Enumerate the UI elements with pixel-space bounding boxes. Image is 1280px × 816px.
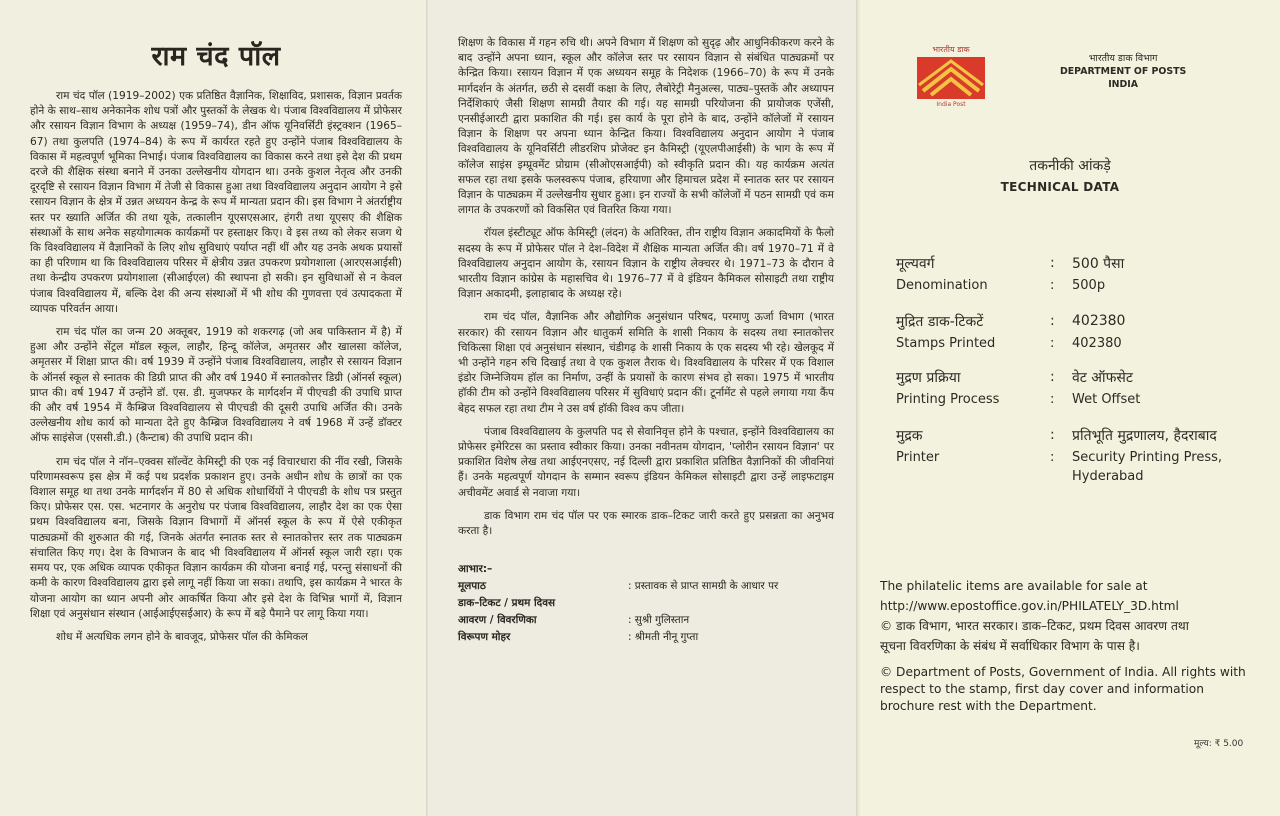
dept-hindi: भारतीय डाक विभाग <box>1088 53 1158 64</box>
copyright-hindi: © डाक विभाग, भारत सरकार। डाक–टिकट, प्रथम दिवस आवरण तथा <box>880 619 1189 633</box>
bio-paragraph-2: राम चंद पॉल का जन्म 20 अक्तूबर, 1919 को शकरगढ़ (जो अब पाकिस्तान में है) में हुआ और उन्होंने सेंट्रल मॉडल स्कूल, लाहौर, हिन्दू कॉलेज, अमृतसर और खालसा कॉलेज, अमृतसर में शिक्षा प्राप्त की। वर्ष 1939 में उन्होंने पंजाब विश्वविद्यालय, लाहौर से रसायन विज्ञान के ऑनर्स स्कूल से स्नातक की डिग्री प्राप्त की और वर्ष 1940 में स्नातकोत्तर डिग्री (ऑनर्स स्कूल) प्राप्त की। वर्ष 1947 में उन्होंने डॉ. एस. डी. मुजफ्फर के मार्गदर्शन में पीएचडी की उपाधि प्राप्त की और वर्ष 1954 में कैम्ब्रिज विश्वविद्यालय से पीएचडी की दूसरी उपाधि अर्जित की। उनके उल्लेखनीय शोध कार्य को मान्यता देते हुए कैम्ब्रिज विश्वविद्यालय ने वर्ष 1968 में उन्हें डॉक्टर ऑफ साइंसेज (एससी.डी.) (कैन्टाब) की उपाधि प्रदान की। <box>30 326 402 445</box>
credit-label: डाक–टिकट / प्रथम दिवस <box>458 597 555 610</box>
bio-paragraph-9: डाक विभाग राम चंद पॉल पर एक स्मारक डाक–टिकट जारी करते हुए प्रसन्नता का अनुभव करता है। <box>458 509 834 538</box>
credit-row <box>458 595 834 612</box>
credit-value: : श्रीमती नीनू गुप्ता <box>628 631 699 644</box>
credits-heading: आभार:– <box>458 563 493 576</box>
spec-label-hi: मुद्रक <box>896 427 923 444</box>
dept-block <box>1060 52 1186 91</box>
copyright-hindi-cont: सूचना विवरणिका के संबंध में सर्वाधिकार विभाग के पास है। <box>880 639 1140 653</box>
logo-top-text: भारतीय डाक <box>932 45 970 54</box>
india-post-logo-icon <box>917 57 985 99</box>
bio-paragraph-5: शिक्षण के विकास में गहन रुचि थी। अपने विभाग में शिक्षण को सुदृढ़ और आधुनिकीकरण करने के बाद उन्होंने अपना ध्यान, स्कूल और कॉलेज स्तर पर रसायन विज्ञान से संबंधित पाठ्यक्रमों पर केन्द्रित किया। रसायन विज्ञान में एक अध्ययन समूह के निदेशक (1966–70) के रूप में उनके मार्गदर्शन के अंतर्गत, छठी से दसवीं कक्षा के लिए, लैबोरेट्री मैनुअल्स, पाठ्य–पुस्तकें और अध्यापन निर्देशिकाएं जैसी शिक्षण सामग्री तैयार की गई। यह सामग्री परियोजना की प्रायोजक एजेंसी, एनसीईआरटी द्वारा प्रकाशित की गई। इस कार्य के पूरा होने के बाद, उन्होंने कॉलेजों में रसायन विज्ञान के शिक्षण पर अपना ध्यान केन्द्रित किया। विश्वविद्यालय अनुदान आयोग ने पंजाब विश्वविद्यालय के यूनिवर्सिटी लीडरशिप प्रोजेक्ट इन कैमिस्ट्री (यूएलपीआईसी) के भाग के रूप में कॉलेज साइंस इम्प्रूवमेंट प्रोग्राम (सीओएसआईपी) को स्वीकृति प्रदान की। यह कार्यक्रम अत्यंत सफल रहा तथा इसके फलस्वरूप पंजाब, हरियाणा और हिमाचल प्रदेश में स्नातक स्तर पर रसायन विज्ञान के पाठ्यक्रम में उल्लेखनीय सुधार हुआ। इन राज्यों के सभी कॉलेजों में पठन सामग्री एवं कम लागत के उपकरणों को विकसित एवं वितरित किया गया। <box>458 37 834 217</box>
spec-value-en: Security Printing Press, <box>1072 449 1223 465</box>
bio-paragraph-6: रॉयल इंस्टीट्यूट ऑफ केमिस्ट्री (लंदन) के अतिरिक्त, तीन राष्ट्रीय विज्ञान अकादमियों के फैलो सदस्य के रूप में प्रोफेसर पॉल ने देश–विदेश में शैक्षिक मान्यता अर्जित की। वर्ष 1970–71 में वे विश्वविद्यालय अनुदान आयोग के, रसायन विज्ञान के राष्ट्रीय लेक्चरर थे। 1971–73 के दौरान वे भारतीय विज्ञान कांग्रेस के महासचिव थे। 1976–77 में वे इंडियन कैमिकल सोसाइटी तथा राष्ट्रीय विज्ञान अकादमी, इलाहाबाद के अध्यक्ष रहे। <box>458 227 834 301</box>
credit-label: मूलपाठ <box>458 580 486 593</box>
spec-value-en: Wet Offset <box>1072 391 1141 407</box>
copyright-english: © Department of Posts, Government of India. All rights with <box>880 665 1246 679</box>
dept-english: DEPARTMENT OF POSTS <box>1060 66 1187 77</box>
credit-label: विरूपण मोहर <box>458 631 511 644</box>
bio-paragraph-3: राम चंद पॉल ने नॉन–एक्वस सॉल्वेंट केमिस्ट्री की एक नई विचारधारा की नींव रखी, जिसके परिणामस्वरूप इस क्षेत्र में कई पथ प्रदर्शक प्रकाशन हुए। उनके अधीन शोध के छात्रों का एक विशाल समूह था तथा उनके मार्गदर्शन में 80 से अधिक शोधार्थियों ने पीएचडी के शोध पत्र प्रस्तुत किए। प्रोफेसर एस. एस. भटनागर के अनुरोध पर पंजाब विश्वविद्यालय, लाहौर देश का एक ऐसा प्रथम विश्वविद्यालय बना, जिसके विज्ञान विभागों में ऑनर्स स्कूल के रूप में ऐसे एकीकृत पाठ्यक्रमों की शुरुआत की गई, जिनके अंतर्गत स्नातक स्तर से स्नातकोत्तर स्तर तक पाठ्यक्रम संचालित किए गए। देश के विभाजन के बाद भी विश्वविद्यालय में ऑनर्स स्कूल जारी रहा। एक समय पर, एक अधिक व्यापक एकीकृत विज्ञान कार्यक्रम की योजना बनाई गई, परन्तु संसाधनों की कमी के कारण विश्वविद्यालय द्वारा इसे लागू नहीं किया जा सका। तथापि, इस कार्यक्रम ने भारत के योजना आयोग का ध्यान अपनी ओर आकर्षित किया और इसे देश के विभिन्न भागों में, विज्ञान शिक्षा एवं अनुसंधान संस्थान (आईआईएसईआर) के रूप में बड़े पैमाने पर लागू किया गया। <box>30 455 402 620</box>
logo-bottom-text: India Post <box>936 101 966 108</box>
right-panel <box>860 0 1280 816</box>
credit-value: : प्रस्तावक से प्राप्त सामग्री के आधार पर <box>628 580 779 593</box>
spec-value-en: 500p <box>1072 277 1106 293</box>
bio-paragraph-8: पंजाब विश्वविद्यालय के कुलपति पद से सेवानिवृत्त होने के पश्चात, इन्होंने विश्वविद्यालय का प्रोफेसर इमेरिटस का प्रस्ताव स्वीकार किया। उनका नवीनतम योगदान, 'प्लोरीन रसायन विज्ञान' पर प्रकाशित विशेष लेख तथा आईएनएसए, नई दिल्ली द्वारा प्रकाशित प्रतिष्ठित वैज्ञानिकों की जीवनियां हैं। उनके महत्वपूर्ण योगदान के सम्मान स्वरूप इंडियन केमिकल सोसाइटी द्वारा उन्हें लाइफटाइम अचीवमेंट अवार्ड से नवाजा गया। <box>458 425 834 499</box>
credit-label: आवरण / विवरणिका <box>458 614 537 627</box>
credit-row <box>458 629 834 646</box>
spec-value-hi: 500 पैसा <box>1072 255 1125 272</box>
left-panel <box>0 0 428 816</box>
sale-line: The philatelic items are available for sale at <box>880 579 1148 593</box>
bio-paragraph-1: राम चंद पॉल (1919–2002) एक प्रतिष्ठित वैज्ञानिक, शिक्षाविद, प्रशासक, विज्ञान प्रवर्तक होने के साथ–साथ अनेकानेक शोध पत्रों और पुस्तकों के लेखक थे। पंजाब विश्वविद्यालय में प्रोफेसर और रसायन विज्ञान विभाग के अध्यक्ष (1959–74), डीन ऑफ यूनिवर्सिटी इंस्ट्रक्शन (1965–67) तथा कुलपति (1974–84) के रूप में कार्यरत रहते हुए उन्होंने पंजाब विश्वविद्यालय के विकास में महत्वपूर्ण भूमिका निभाई। पंजाब विश्वविद्यालय का विकास करने तथा इसे देश की प्रथम दरजे की शैक्षिक संस्था बनाने में उनका उल्लेखनीय योगदान था। उनके कुशल नेतृत्व और उनकी दूरदृष्टि से रसायन विज्ञान विभाग में तेजी से विकास हुआ तथा विश्वविद्यालय अनुदान आयोग ने इसे रसायन विज्ञान के क्षेत्र में उन्नत अध्ययन केन्द्र के रूप में मान्यता प्रदान की। इस विभाग ने अंतर्राष्ट्रीय स्तर पर ख्याति अर्जित की तथा यूके, तत्कालीन यूएसएसआर, हंगरी तथा यूएसए की शैक्षिक संस्थाओं के साथ अनेक सहयोगात्मक कार्यक्रमों पर हस्ताक्षर किए। वे इस तथ्य को लेकर सजग थे कि विश्वविद्यालय में वैज्ञानिकों के लिए शोध सुविधाएं पर्याप्त नहीं थीं और यह उनके अथक प्रयासों का ही परिणाम था कि विश्वविद्यालय परिसर में क्षेत्रीय उन्नत उपकरण प्रयोगशाला (आरएसआईसी) तथा केन्द्रीय उपकरण प्रयोगशाला (सीआईएल) की स्थापना हो सकी। इन सुविधाओं से न केवल पंजाब विश्वविद्यालय में, बल्कि देश की अन्य संस्थाओं में भी शोध की गुणवत्ता एवं उत्पादकता में व्यापक परिवर्तन आया। <box>30 90 402 315</box>
spec-printer: मुद्रक : प्रतिभूति मुद्रणालय, हैदराबाद Printer : Security Printing Press, Hyderabad <box>896 424 1256 484</box>
spec-label-en: Printer <box>896 449 940 465</box>
spec-value-en: 402380 <box>1072 335 1122 351</box>
spec-label-en: Stamps Printed <box>896 335 996 351</box>
spec-stamps-printed: मुद्रित डाक-टिकटें : 402380 Stamps Printed : 402380 <box>896 310 1256 354</box>
spec-label-hi: मुद्रित डाक-टिकटें <box>896 313 984 330</box>
spec-value-en-cont: Hyderabad <box>1072 468 1144 484</box>
credit-value <box>628 595 834 612</box>
credits-block <box>458 561 834 646</box>
copyright-english-cont: respect to the stamp, first day cover and information <box>880 682 1204 696</box>
bio-paragraph-4: शोध में अत्यधिक लगन होने के बावजूद, प्रोफेसर पॉल की केमिकल <box>56 630 308 643</box>
india-post-logo <box>914 44 988 108</box>
spec-value-hi: वेट ऑफसेट <box>1072 369 1133 386</box>
technical-data-heading: TECHNICAL DATA <box>1000 180 1120 194</box>
spec-value-hi: 402380 <box>1072 313 1126 329</box>
spec-label-en: Printing Process <box>896 391 1000 407</box>
credit-value: : सुश्री गुलिस्तान <box>628 614 690 627</box>
spec-printing-process: मुद्रण प्रक्रिया : वेट ऑफसेट Printing Process : Wet Offset <box>896 366 1256 410</box>
credit-row <box>458 578 834 595</box>
middle-panel <box>428 0 860 816</box>
spec-label-hi: मूल्यवर्ग <box>896 255 935 272</box>
technical-data-hindi: तकनीकी आंकड़े <box>1029 158 1111 174</box>
price-label: मूल्य: ₹ 5.00 <box>1194 739 1244 749</box>
sale-info <box>880 576 1250 715</box>
spec-label-hi: मुद्रण प्रक्रिया <box>896 369 961 386</box>
spec-label-en: Denomination <box>896 277 988 293</box>
copyright-english-end: brochure rest with the Department. <box>880 699 1097 713</box>
spec-value-hi: प्रतिभूति मुद्रणालय, हैदराबाद <box>1072 427 1217 444</box>
dept-country: INDIA <box>1108 79 1139 90</box>
spec-denomination: मूल्यवर्ग : 500 पैसा Denomination : 500p <box>896 252 1256 296</box>
page-title: राम चंद पॉल <box>151 41 281 72</box>
credit-row <box>458 612 834 629</box>
philately-url: http://www.epostoffice.gov.in/PHILATELY_3D.html <box>880 599 1179 613</box>
bio-paragraph-7: राम चंद पॉल, वैज्ञानिक और औद्योगिक अनुसंधान परिषद, परमाणु ऊर्जा विभाग (भारत सरकार) की रसायन विज्ञान और धातुकर्म समिति के शासी निकाय के सदस्य तथा स्नातकोत्तर चिकित्सा शिक्षा एवं अनुसंधान संस्थान, चंडीगढ़ के शासी निकाय के एक सदस्य भी रहे। खेलकूद में भी उन्होंने गहन रुचि दिखाई तथा वे एक कुशल तैराक थे। विश्वविद्यालय के परिसर में एक विशाल इंडोर जिम्नेजियम हॉल का निर्माण, उन्हीं के प्रयासों के कारण संभव हो सका। 1975 में भारतीय हॉकी टीम को उन्होंने विश्वविद्यालय परिसर में सुविधाएं प्रदान कीं। टूर्नामेंट से पहले लगाया गया कैंप बेहद सफल रहा तथा टीम ने उस वर्ष हॉकी विश्व कप जीता। <box>458 311 834 415</box>
